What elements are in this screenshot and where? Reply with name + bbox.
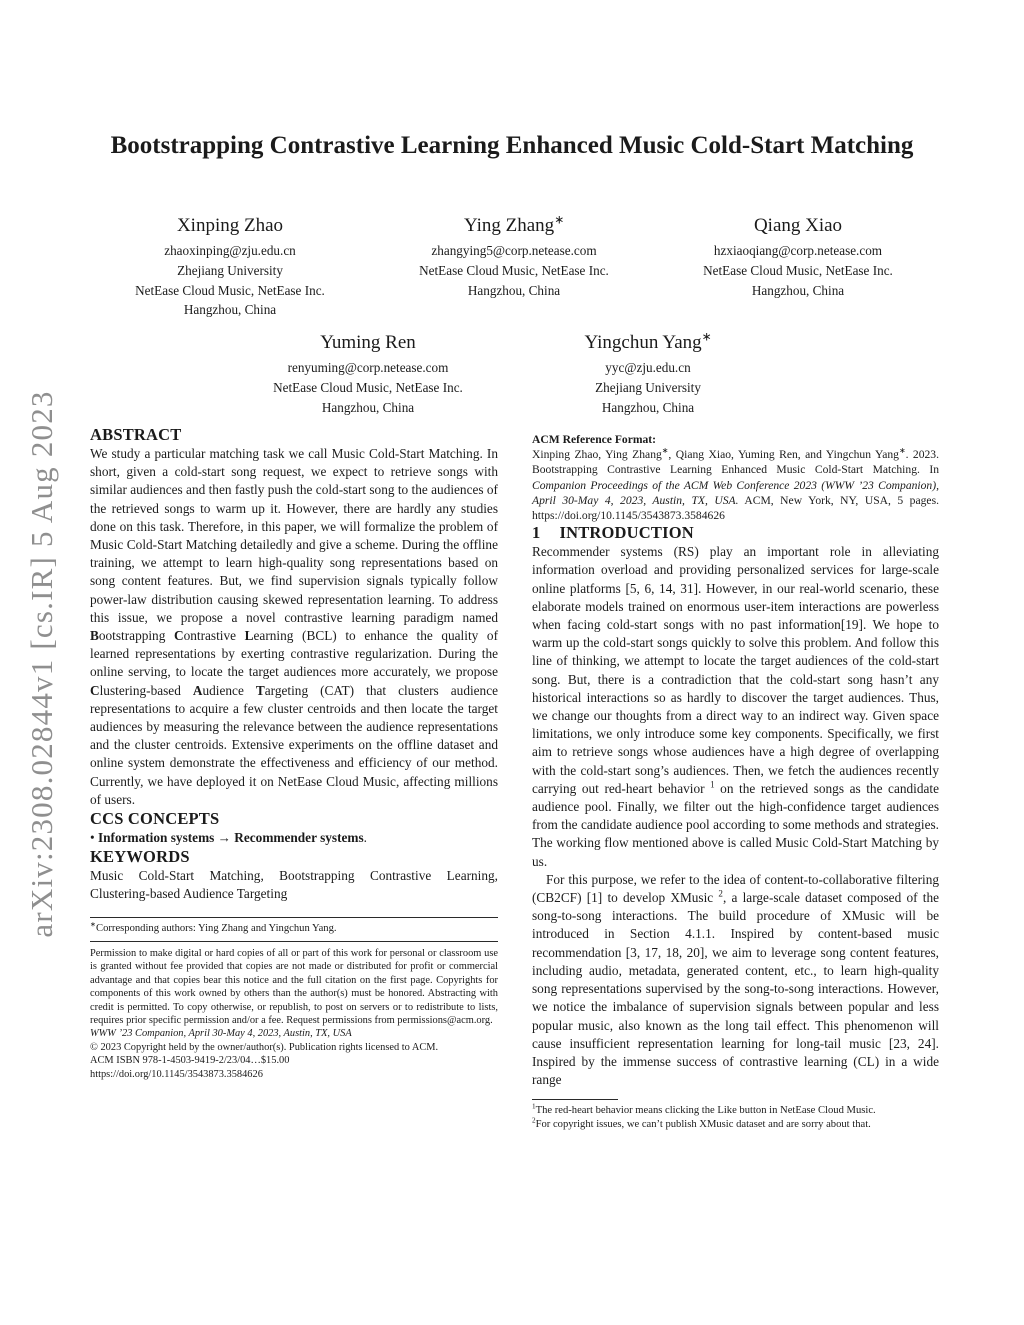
author-name: Yingchun Yang∗ <box>584 330 712 353</box>
author-affiliation: NetEase Cloud Music, NetEase Inc. <box>135 282 325 298</box>
author-affiliation: NetEase Cloud Music, NetEase Inc. <box>273 379 463 395</box>
keywords-heading: KEYWORDS <box>90 847 190 867</box>
introduction-paragraph-2: For this purpose, we refer to the idea of content-to-collaborative filtering (CB2CF) [1] to develop XMusic $^2$, a large-scale dataset composed of the song-to-song interactions. The build procedure of XMusic will be introduced in Section 4.1.1. Inspired by content-based music recommendation [3, 17, 18, 20], we aim to leverage song content features, including audio, metadata, generated content, etc., to learn high-quality song representations supervised by the song-to-song interactions. However, we notice the imbalance of supervision signals between popular and less popular music, also known as the long tail effect. This phenomenon will cause insufficient representation learning for long-tail music [23, 24]. Inspired by the immense success of contrastive learning (CL) in a wide range <box>532 871 939 1088</box>
permission-block <box>90 947 498 1081</box>
author-name: Xinping Zhao <box>176 215 284 236</box>
author-affiliation: Hangzhou, China <box>321 399 415 415</box>
abstract-text: We study a particular matching task we call Music Cold-Start Matching. In short, given a cold-start song request, we expect to retrieve songs with similar audiences and then fastly push the cold-start song to the audiences of the retrieved songs to warm up it. However, there are hardly any studies done on this task. Therefore, in this paper, we will formalize the problem of Music Cold-Start Matching detailedly and give a scheme. During the offline training, we attempt to learn high-quality song representations based on song content features. But, we find supervision signals typically follow power-law distribution causing skewed representation learning. To address this issue, we propose a novel contrastive learning paradigm named Bootstrapping Contrastive Learning (BCL) to enhance the quality of learned representations by exerting contrastive regularization. During the online serving, to locate the target audiences more accurately, we propose Clustering-based Audience Targeting (CAT) that clusters audience representations to acquire a few cluster centroids and then locate the target audiences by measuring the relevance between the audience representations and the cluster centroids. Extensive experiments on the offline dataset and online system demonstrate the effectiveness and efficiency of our method. Currently, we have deployed it on NetEase Cloud Music, affecting millions of users. <box>90 446 499 807</box>
footnote-rule <box>532 1099 618 1100</box>
arxiv-watermark: arXiv:2308.02844v1 [cs.IR] 5 Aug 2023 <box>24 390 59 938</box>
author-name: Ying Zhang∗ <box>463 213 565 236</box>
author-affiliation: Zhejiang University <box>177 262 283 278</box>
author-affiliation: NetEase Cloud Music, NetEase Inc. <box>419 262 609 278</box>
author-email: hzxiaoqiang@corp.netease.com <box>713 243 883 258</box>
footnote-2: $^2$For copyright issues, we can’t publish XMusic dataset and are sorry about that. <box>532 1116 871 1130</box>
author-name: Yuming Ren <box>320 332 416 353</box>
author-email: renyuming@corp.netease.com <box>287 360 449 375</box>
author-affiliation: NetEase Cloud Music, NetEase Inc. <box>703 262 893 278</box>
ccs-text: • Information systems → Recommender systems. <box>90 830 367 846</box>
introduction-paragraph-1: Recommender systems (RS) play an important role in alleviating information overload and providing personalized services for large-scale online platforms [5, 6, 14, 31]. However, in our real-world scenario, these elaborate models trained on enormous user-item interactions are powerless when facing cold-start songs with no past information[19]. We hope to warm up the cold-start songs quickly to solve this problem. And follow this line of thinking, we attempt to locate the target audiences of the cold-start song. But, there is a contradiction that the cold-start song hasn’t any historical interactions so as hardly to discover the target audiences. Thus, we change our thoughts from a direct way to an indirect way. Given space limitations, we only introduce some key components. Specifically, we first aim to retrieve songs whose audiences have a high degree of overlapping with the cold-start song’s audiences. Then, we fetch the audiences recently carrying out red-heart behavior $^1$ on the retrieved songs as the candidate audience pool. Finally, we filter out the high-confidence target audiences from the candidate audience pool according to some methods and strategies. The working flow mentioned above is called Music Cold-Start Matching by us. <box>532 544 939 869</box>
paper-title: Bootstrapping Contrastive Learning Enhanced Music Cold-Start Matching <box>110 132 914 159</box>
author-block <box>88 214 372 320</box>
corresponding-author-note: ∗Corresponding authors: Ying Zhang and Yingchun Yang. <box>90 920 337 934</box>
author-email: yyc@zju.edu.cn <box>605 360 691 375</box>
author-affiliation: Hangzhou, China <box>601 399 695 415</box>
section-title: INTRODUCTION <box>559 523 694 543</box>
footnote-rule <box>90 917 498 918</box>
author-affiliation: Zhejiang University <box>595 379 701 395</box>
ccs-heading: CCS CONCEPTS <box>90 809 220 829</box>
author-block <box>372 214 656 320</box>
footnote-1: $^1$The red-heart behavior means clicking the Like button in NetEase Cloud Music. <box>532 1102 876 1117</box>
introduction-heading <box>532 523 939 543</box>
acm-reference-block <box>532 432 939 523</box>
section-number: 1 <box>532 523 541 543</box>
author-block <box>488 331 808 417</box>
author-block <box>203 331 533 417</box>
doi-link: https://doi.org/10.1145/3543873.3584626 <box>90 1068 263 1080</box>
abstract-heading: ABSTRACT <box>90 425 182 444</box>
author-asterisk: ∗ <box>554 213 565 227</box>
author-email: zhaoxinping@zju.edu.cn <box>164 243 296 258</box>
author-affiliation: Hangzhou, China <box>751 282 845 298</box>
author-name: Qiang Xiao <box>753 215 843 236</box>
author-affiliation: Hangzhou, China <box>467 282 561 298</box>
authors-row-1 <box>88 214 940 320</box>
keywords-text: Music Cold-Start Matching, Bootstrapping Contrastive Learning, Clustering-based Audience Targeting <box>90 868 498 902</box>
conference-info: WWW ’23 Companion, April 30-May 4, 2023, Austin, TX, USA <box>90 1028 352 1040</box>
author-email: zhangying5@corp.netease.com <box>431 243 597 258</box>
author-block <box>656 214 940 320</box>
acm-reference-heading: ACM Reference Format: <box>532 433 657 446</box>
copyright-notice: © 2023 Copyright held by the owner/author(s). Publication rights licensed to ACM. <box>90 1041 439 1053</box>
isbn: ACM ISBN 978-1-4503-9419-2/23/04…$15.00 <box>90 1055 290 1067</box>
right-column <box>532 425 939 1132</box>
permission-notice: Permission to make digital or hard copies of all or part of this work for personal or classroom use is granted without fee provided that copies are not made or distributed for profit or commercial advantage and that copies bear this notice and the full citation on the first page. Copyrights for components of this work owned by others than the author(s) must be honored. Abstracting with credit is permitted. To copy otherwise, or republish, to post on servers or to redistribute to lists, requires prior specific permission and/or a fee. Request permissions from permissions@acm.org. <box>90 947 498 1026</box>
author-affiliation: Hangzhou, China <box>183 302 277 318</box>
author-asterisk: ∗ <box>701 330 712 344</box>
acm-reference-text: Xinping Zhao, Ying Zhang∗, Qiang Xiao, Yuming Ren, and Yingchun Yang∗. 2023. Bootstrapping Contrastive Learning Enhanced Music Cold-Start Matching. In Companion Proceedings of the ACM Web Conference 2023 (WWW ’23 Companion), April 30-May 4, 2023, Austin, TX, USA. ACM, New York, NY, USA, 5 pages. https://doi.org/10.1145/3543873.3584626 <box>532 446 940 523</box>
left-column <box>90 425 498 1081</box>
permission-rule <box>90 941 498 942</box>
